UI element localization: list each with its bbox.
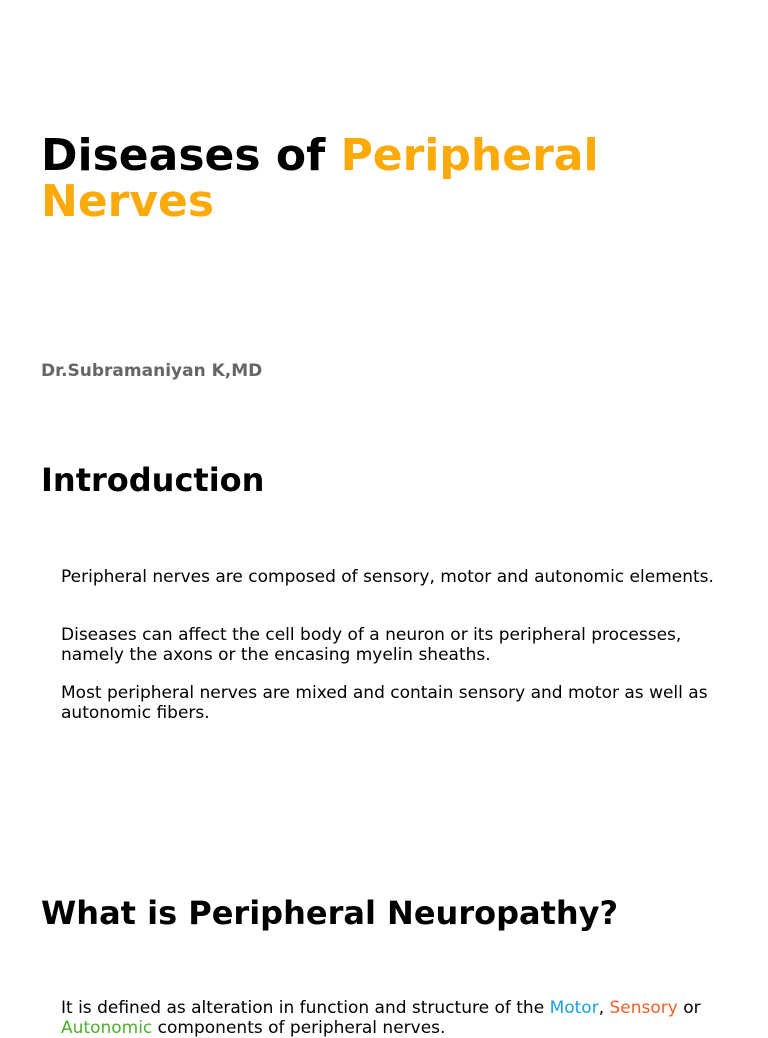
title-text-accent: Peripheral <box>340 130 599 181</box>
neuropathy-heading: What is Peripheral Neuropathy? <box>41 894 619 932</box>
intro-paragraph-1: Peripheral nerves are composed of sensory, motor and autonomic elements. <box>61 567 714 587</box>
title-text-accent-line2: Nerves <box>41 176 215 227</box>
definition-separator-1: , <box>598 998 610 1018</box>
neuropathy-definition <box>61 998 741 1038</box>
intro-paragraph-3: Most peripheral nerves are mixed and contain sensory and motor as well as autonomic fibers. <box>61 683 708 723</box>
definition-sensory-term: Sensory <box>609 998 678 1018</box>
author-name: Dr.Subramaniyan K,MD <box>41 361 263 381</box>
definition-autonomic-term: Autonomic <box>61 1018 153 1038</box>
title-text-plain: Diseases of <box>41 130 341 181</box>
definition-tail: components of peripheral nerves. <box>152 1018 446 1038</box>
definition-lead: It is defined as alteration in function and structure of the <box>61 998 550 1018</box>
intro-paragraph-2: Diseases can affect the cell body of a neuron or its peripheral processes, namely the axons or the encasing myelin sheaths. <box>61 625 682 665</box>
slide-title <box>41 130 741 227</box>
definition-separator-2: or <box>677 998 701 1018</box>
definition-motor-term: Motor <box>549 998 599 1018</box>
introduction-heading: Introduction <box>41 461 265 499</box>
